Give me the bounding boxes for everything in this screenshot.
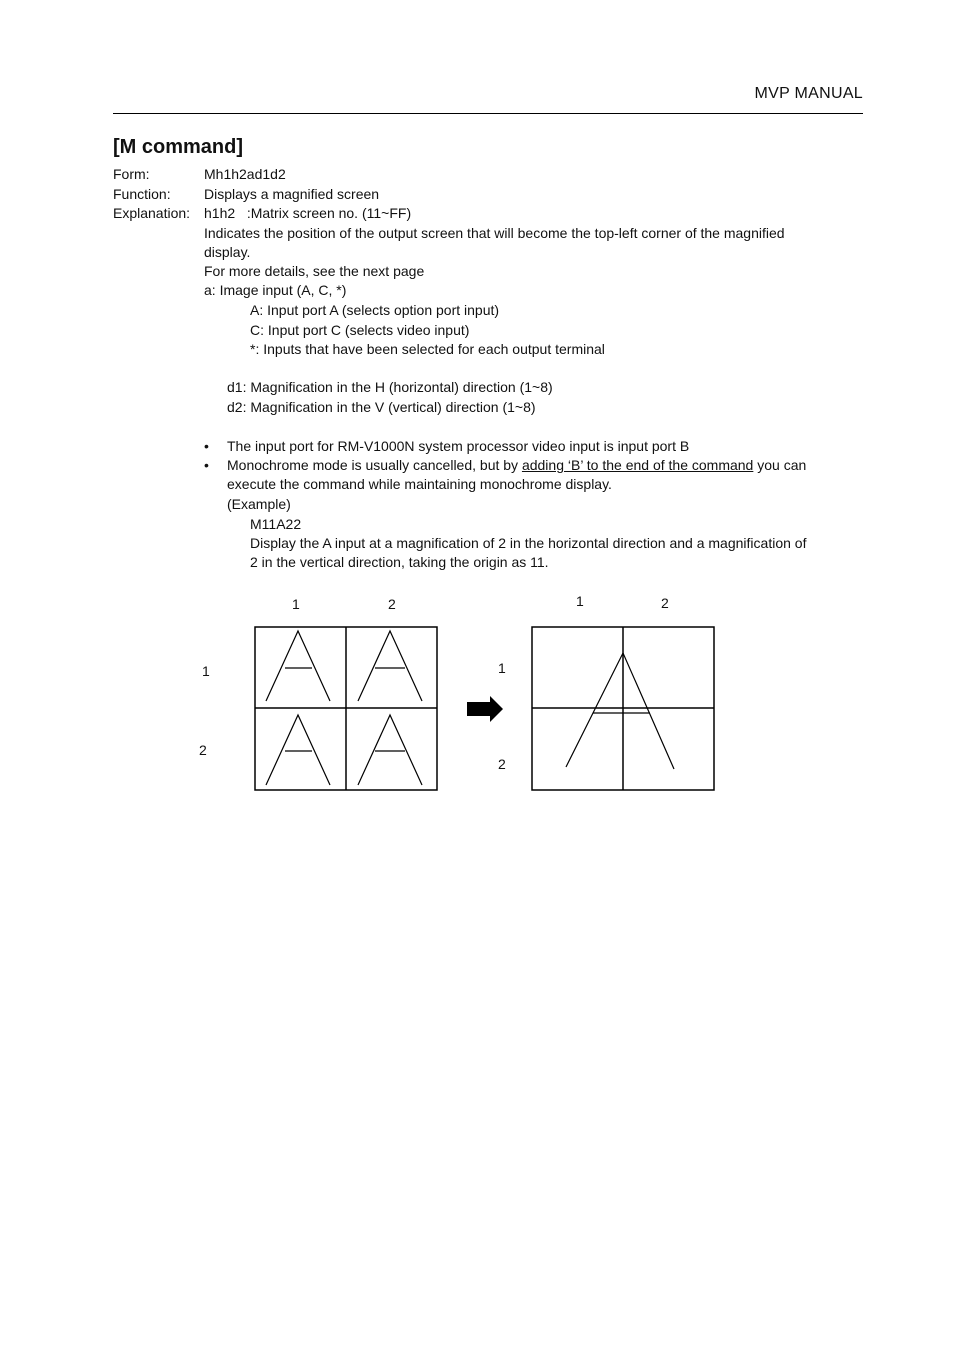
d1-line: d1: Magnification in the H (horizontal) direction (1~8) (227, 379, 553, 395)
bullet-marker: • (204, 438, 209, 454)
right-row-label-2: 2 (498, 756, 506, 772)
right-col-label-2: 2 (661, 595, 669, 611)
manual-header: MVP MANUAL (754, 85, 863, 102)
example-desc-line-1: Display the A input at a magnification of 2 in the horizontal direction and a magnification of (250, 535, 807, 551)
indicates-line-1: Indicates the position of the output screen that will become the top-left corner of the magnified (204, 225, 785, 241)
explanation-label: Explanation: (113, 205, 191, 221)
right-arrow-icon (467, 696, 503, 722)
h1h2-line: h1h2 :Matrix screen no. (11~FF) (204, 205, 412, 221)
function-value: Displays a magnified screen (204, 186, 380, 202)
example-command: M11A22 (250, 516, 302, 532)
bullet-2-post: you can (753, 457, 807, 473)
section-title: [M command] (113, 136, 243, 158)
right-row-label-1: 1 (498, 660, 506, 676)
right-screen-grid (532, 627, 714, 790)
bullet-2-underlined: adding ‘B’ to the end of the command (521, 457, 754, 473)
magnified-glyph-a-icon (566, 653, 674, 769)
bullet-2-pre: Monochrome mode is usually cancelled, but by (227, 457, 522, 473)
indicates-line-2: display. (204, 244, 251, 260)
left-col-label-1: 1 (292, 596, 300, 612)
form-value: Mh1h2ad1d2 (204, 166, 286, 182)
function-label: Function: (113, 186, 171, 202)
glyph-a-icon (266, 715, 330, 785)
glyph-a-icon (358, 631, 422, 701)
glyph-a-icon (266, 631, 330, 701)
right-col-label-1: 1 (576, 593, 584, 609)
image-input-line: a: Image input (A, C, *) (204, 282, 347, 298)
details-line: For more details, see the next page (204, 263, 425, 279)
example-label: (Example) (227, 496, 291, 512)
option-a: A: Input port A (selects option port input) (250, 302, 500, 318)
d2-line: d2: Magnification in the V (vertical) direction (1~8) (227, 399, 536, 415)
bullet-1: The input port for RM-V1000N system processor video input is input port B (227, 438, 690, 454)
left-row-label-2: 2 (199, 742, 207, 758)
glyph-a-icon (358, 715, 422, 785)
left-row-label-1: 1 (202, 663, 210, 679)
form-label: Form: (113, 166, 150, 182)
bullet-marker: • (204, 457, 209, 473)
left-screen-grid (255, 627, 437, 790)
option-c: C: Input port C (selects video input) (250, 322, 470, 338)
example-desc-line-2: 2 in the vertical direction, taking the origin as 11. (250, 554, 549, 570)
left-col-label-2: 2 (388, 596, 396, 612)
bullet-2-line-2: execute the command while maintaining monochrome display. (227, 476, 612, 492)
option-star: *: Inputs that have been selected for each output terminal (250, 341, 605, 357)
